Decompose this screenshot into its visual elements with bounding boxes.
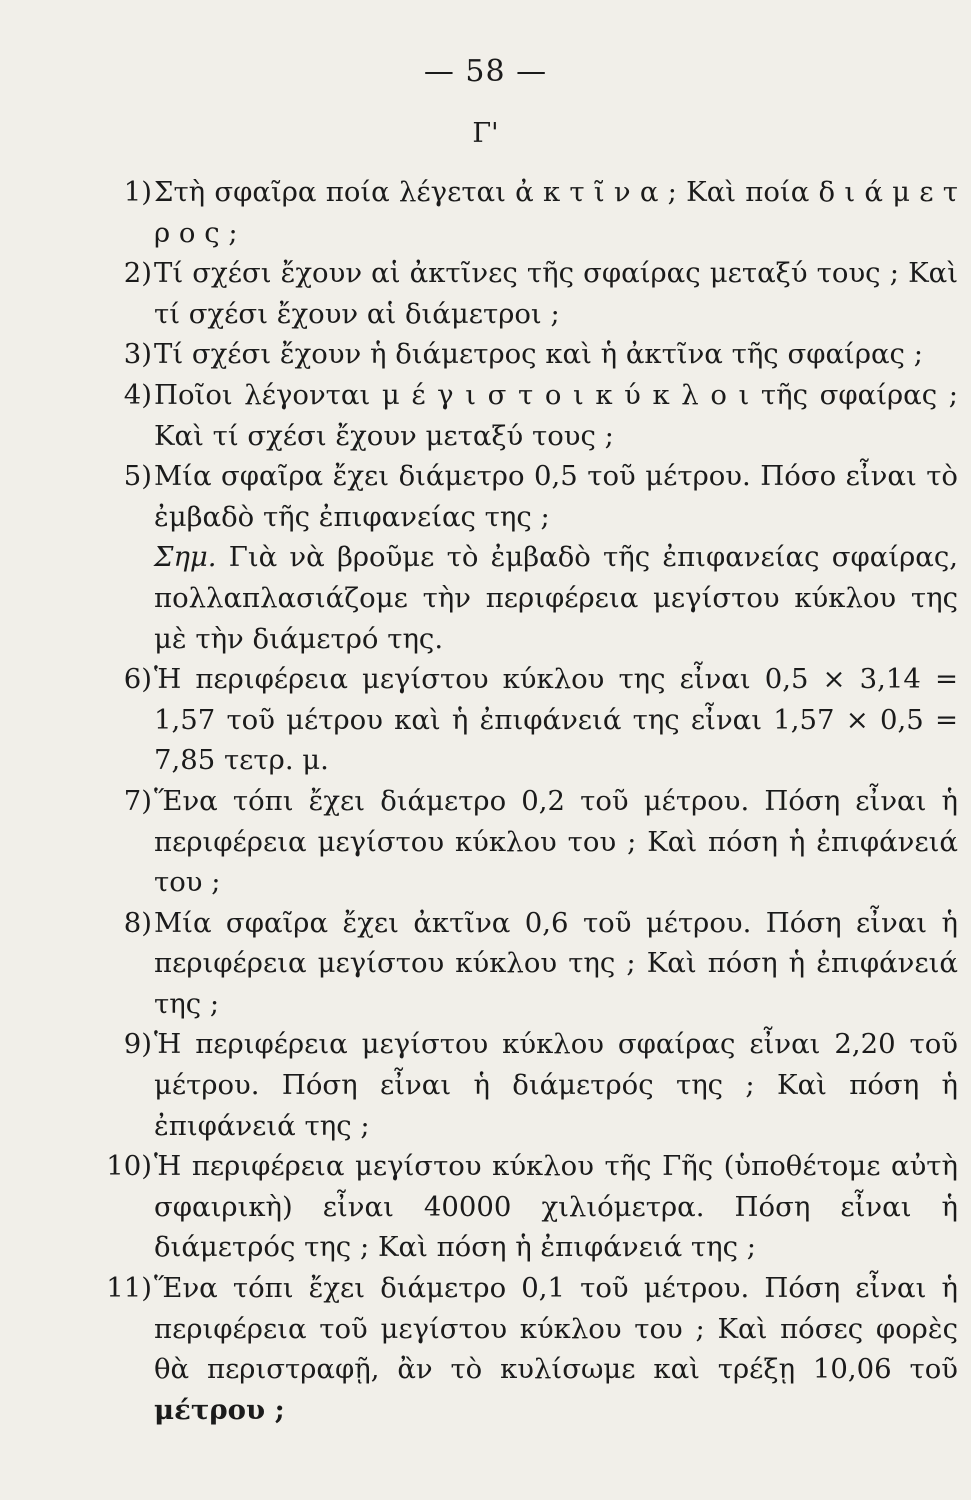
question-number: 4) [123, 378, 152, 411]
question-item [96, 903, 958, 1025]
question-number: 9) [123, 1028, 152, 1061]
question-number: 11) [106, 1272, 152, 1305]
question-item [96, 456, 958, 537]
question-text: Τί σχέσι ἔχουν ἡ διάμετρος καὶ ἡ ἀκτῖνα τῆς σφαίρας ; [154, 338, 923, 371]
question-text: Ἡ περιφέρεια μεγίστου κύκλου σφαίρας εἶναι 2,20 τοῦ μέτρου. Πόση εἶναι ἡ διάμετρός της ; Καὶ πόση ἡ ἐπιφάνειά της ; [154, 1028, 958, 1142]
question-number: 2) [123, 257, 152, 290]
question-number: 7) [123, 784, 152, 817]
note-block [96, 537, 958, 659]
question-text: Ἡ περιφέρεια μεγίστου κύκλου τῆς Γῆς (ὑποθέτομε αὐτὴ σφαιρικὴ) εἶναι 40000 χιλιόμετρα. Πόση εἶναι ἡ διάμετρός της ; Καὶ πόση ἡ ἐπιφάνειά της ; [154, 1150, 958, 1264]
section-heading: Γ' [472, 118, 499, 149]
question-item [96, 1268, 958, 1430]
question-text: Ἕνα τόπι ἔχει διάμετρο 0,2 τοῦ μέτρου. Πόση εἶναι ἡ περιφέρεια μεγίστου κύκλου του ; Καὶ πόση ἡ ἐπιφάνειά του ; [154, 784, 958, 899]
question-item [96, 375, 958, 456]
question-number: 6) [123, 663, 152, 696]
question-text: Ποῖοι λέγονται μ έ γ ι σ τ ο ι κ ύ κ λ ο ι τῆς σφαίρας ; Καὶ τί σχέσι ἔχουν μεταξύ τους ; [154, 378, 958, 452]
page-number: — 58 — [423, 54, 548, 89]
question-number: 5) [123, 460, 152, 493]
question-list [96, 172, 958, 1430]
question-item [96, 781, 958, 903]
question-number: 1) [123, 176, 152, 208]
question-text: Ἡ περιφέρεια μεγίστου κύκλου της εἶναι 0,5 × 3,14 = 1,57 τοῦ μέτρου καὶ ἡ ἐπιφάνειά της εἶναι 1,57 × 0,5 = 7,85 τετρ. μ. [154, 663, 958, 777]
question-item [96, 334, 958, 375]
question-item [96, 1146, 958, 1268]
note-text: Γιὰ νὰ βροῦμε τὸ ἐμβαδὸ τῆς ἐπιφανείας σφαίρας, πολλαπλασιάζομε τὴν περιφέρεια μεγίστου κύκλου της μὲ τὴν διάμετρό της. [154, 541, 958, 655]
question-text: Τί σχέσι ἔχουν αἱ ἀκτῖνες τῆς σφαίρας μεταξύ τους ; Καὶ τί σχέσι ἔχουν αἱ διάμετροι ; [154, 257, 958, 330]
question-number: 8) [123, 906, 152, 939]
question-text: Στὴ σφαῖρα ποία λέγεται ἀ κ τ ῖ ν α ; Καὶ ποία δ ι ά μ ε τ ρ ο ς ; [154, 176, 958, 249]
question-item [96, 1024, 958, 1146]
question-text: Μία σφαῖρα ἔχει διάμετρο 0,5 τοῦ μέτρου. Πόσο εἶναι τὸ ἐμβαδὸ τῆς ἐπιφανείας της ; [154, 460, 958, 533]
note-label: Σημ. [154, 541, 217, 574]
question-text-main: Ἕνα τόπι ἔχει διάμετρο 0,1 τοῦ μέτρου. Πόση εἶναι ἡ περιφέρεια τοῦ μεγίστου κύκλου του ; Καὶ πόσες φορὲς θὰ περιστραφῇ, ἂν τὸ κυλίσωμε καὶ τρέξῃ 10,06 τοῦ [154, 1272, 958, 1386]
question-text-tail: μέτρου ; [154, 1393, 285, 1426]
question-text: Μία σφαῖρα ἔχει ἀκτῖνα 0,6 τοῦ μέτρου. Πόση εἶναι ἡ περιφέρεια μεγίστου κύκλου της ; Καὶ πόση ἡ ἐπιφάνειά της ; [154, 906, 958, 1020]
question-item [96, 659, 958, 781]
question-text [154, 1268, 958, 1430]
question-number: 3) [123, 338, 152, 371]
question-number: 10) [106, 1150, 152, 1183]
question-item [96, 172, 958, 253]
question-item [96, 253, 958, 334]
